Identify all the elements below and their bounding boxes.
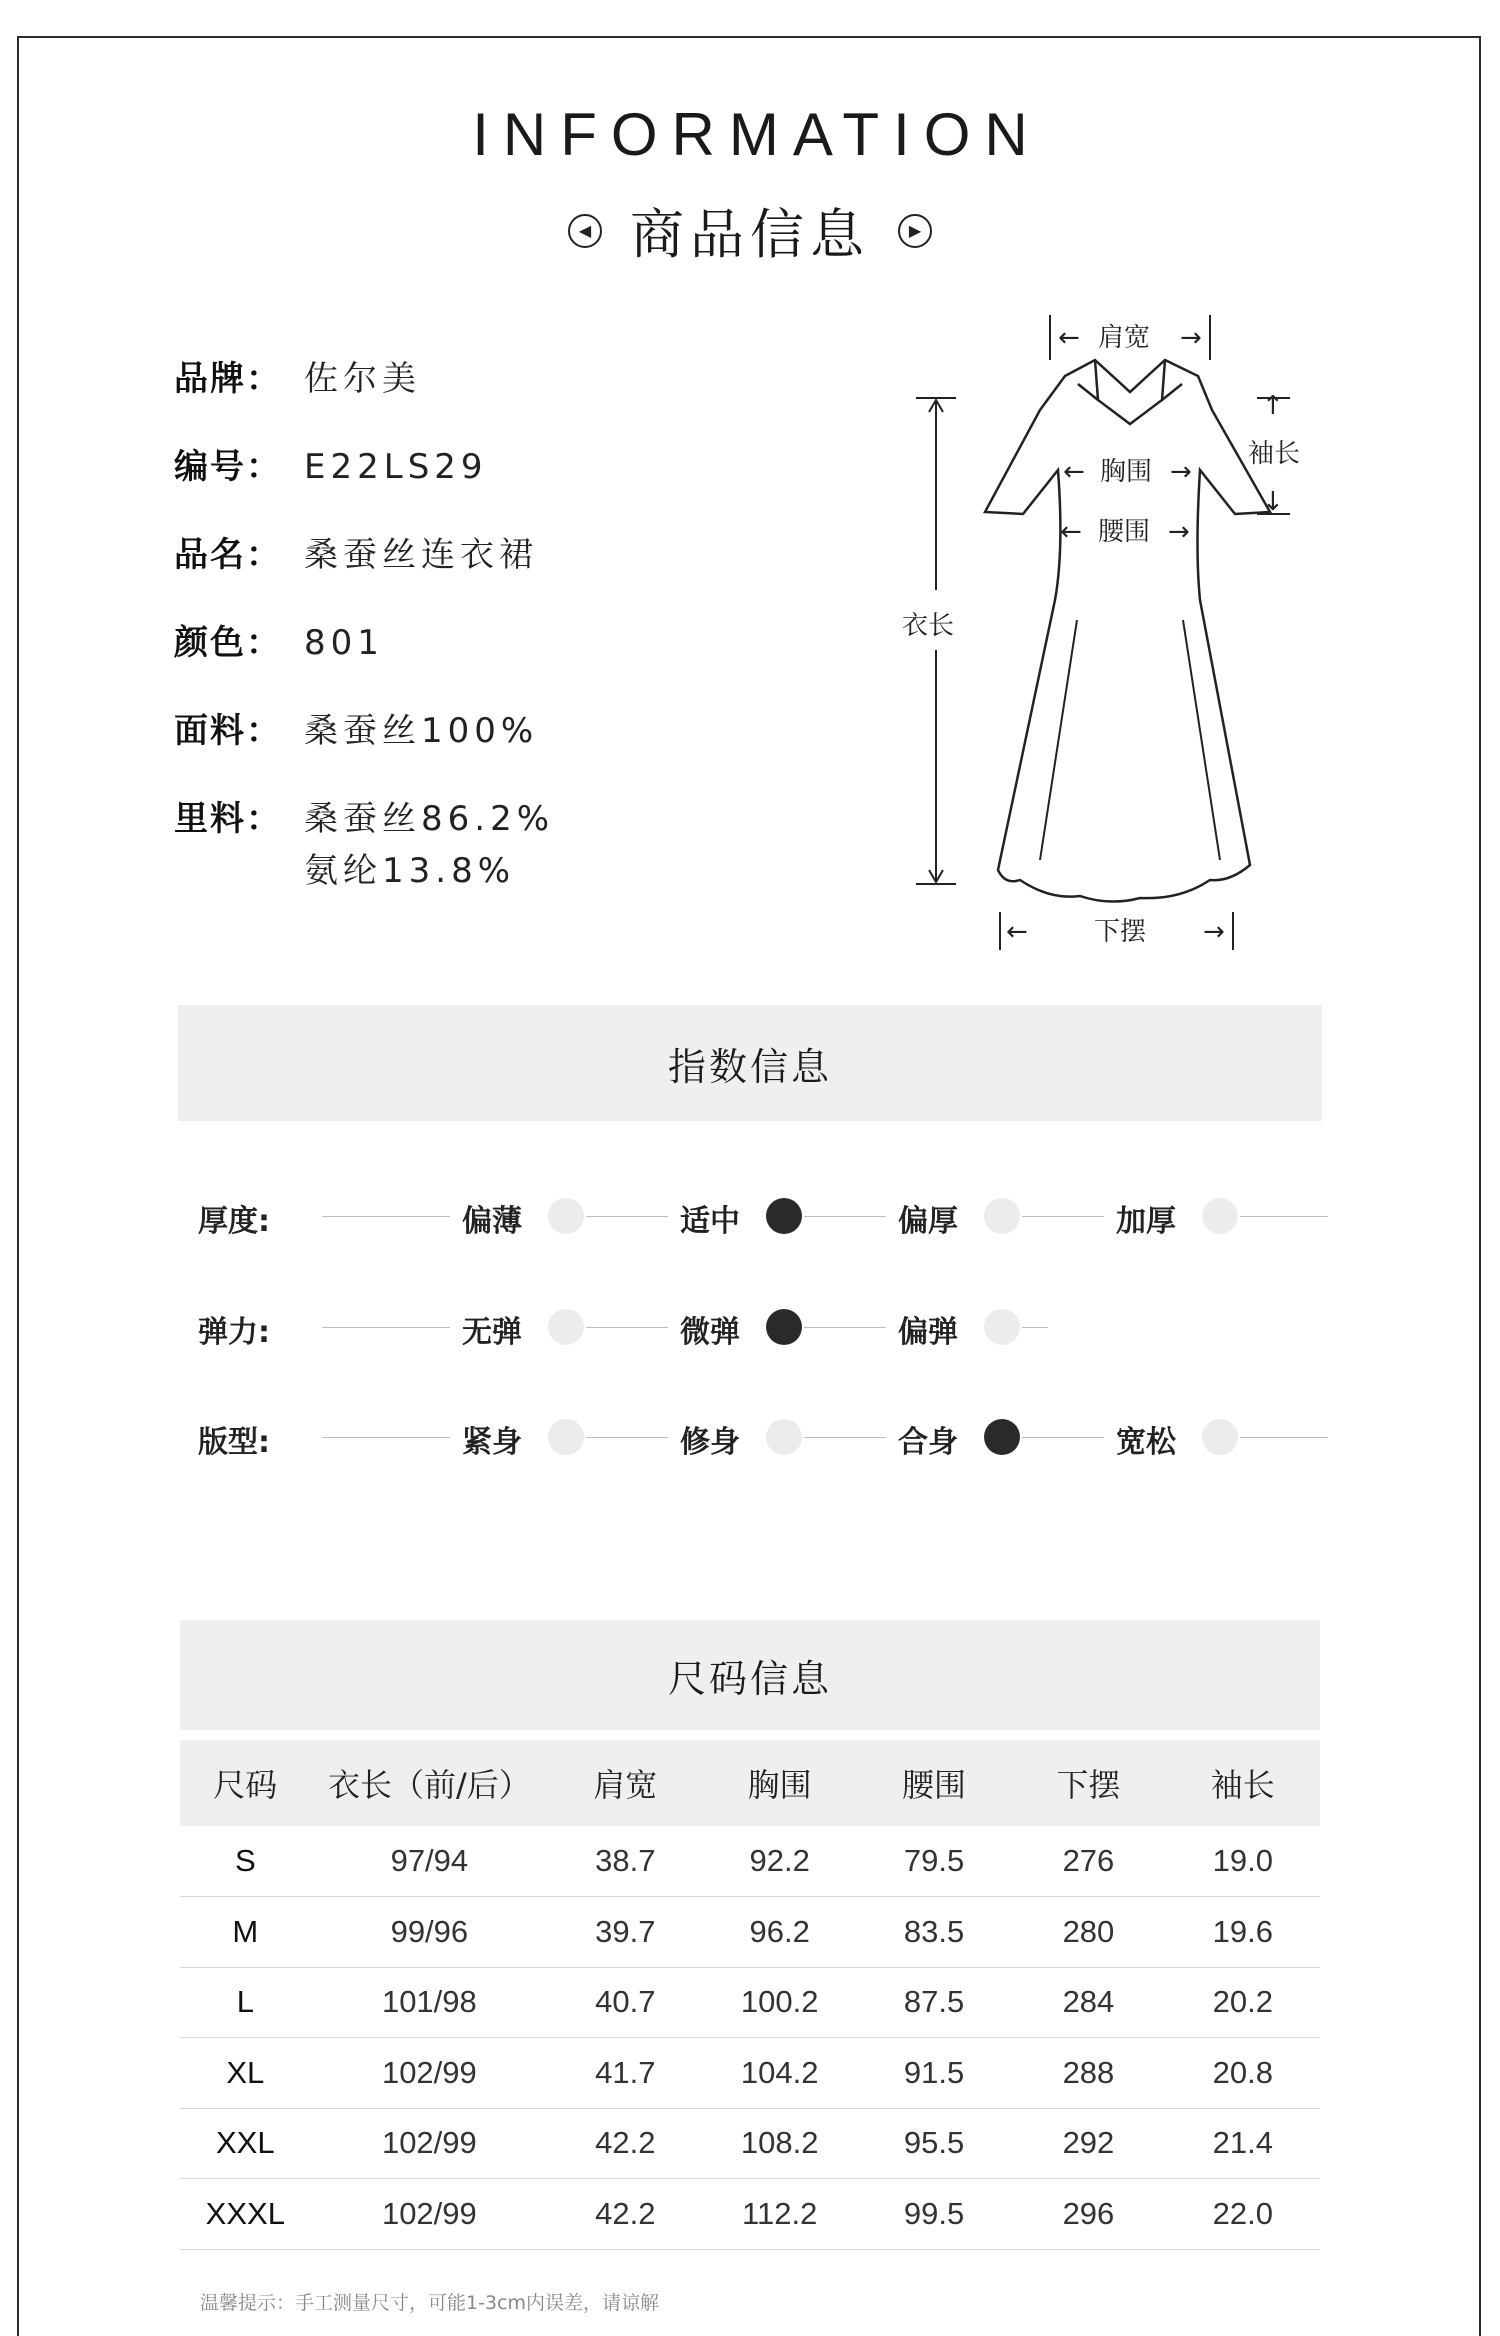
index-option-label: 紧身 <box>462 1425 522 1460</box>
table-cell: 19.0 <box>1166 1826 1320 1897</box>
index-dot <box>984 1309 1020 1345</box>
table-cell: 21.4 <box>1166 2108 1320 2179</box>
table-cell: 38.7 <box>548 1826 702 1897</box>
table-cell: 79.5 <box>857 1826 1011 1897</box>
label-length: 衣长 <box>902 611 955 641</box>
arrow-up-icon: ↑ <box>1262 391 1284 421</box>
table-cell: 95.5 <box>857 2108 1011 2179</box>
table-cell: XL <box>180 2038 311 2109</box>
table-cell: 292 <box>1011 2108 1165 2179</box>
info-label: 编号： <box>174 447 282 487</box>
info-label: 品名： <box>174 535 282 575</box>
arrow-left-icon: ← <box>1006 917 1028 947</box>
index-option-label: 偏薄 <box>462 1204 522 1239</box>
index-option-label: 偏厚 <box>898 1204 958 1239</box>
index-row <box>198 1305 1328 1349</box>
index-row-label: 厚度: <box>198 1204 270 1239</box>
size-table <box>180 1740 1320 2250</box>
table-cell: 102/99 <box>311 2108 549 2179</box>
arrow-right-icon: → <box>1203 917 1225 947</box>
index-section-title: 指数信息 <box>178 1005 1322 1121</box>
table-cell: XXXL <box>180 2179 311 2250</box>
table-cell: 101/98 <box>311 1967 549 2038</box>
info-row <box>174 448 554 500</box>
table-cell: 87.5 <box>857 1967 1011 2038</box>
info-value <box>304 360 421 412</box>
table-cell: 296 <box>1011 2179 1165 2250</box>
title-chinese-row <box>0 192 1500 269</box>
table-row <box>180 2038 1320 2109</box>
info-value-line: 桑蚕丝86.2% <box>304 799 555 839</box>
label-chest: 胸围 <box>1100 457 1153 487</box>
index-line <box>804 1216 886 1217</box>
index-dot <box>766 1419 802 1455</box>
size-table-header-cell: 胸围 <box>747 1766 812 1804</box>
index-option-label: 微弹 <box>680 1315 740 1350</box>
label-sleeve: 袖长 <box>1248 439 1301 469</box>
table-cell: 20.2 <box>1166 1967 1320 2038</box>
index-line <box>322 1216 450 1217</box>
table-cell: 102/99 <box>311 2179 549 2250</box>
index-line <box>586 1437 668 1438</box>
table-cell: 91.5 <box>857 2038 1011 2109</box>
arrow-left-icon: ◀ <box>568 214 602 248</box>
info-value-line: 桑蚕丝连衣裙 <box>304 535 538 575</box>
table-cell: 39.7 <box>548 1897 702 1968</box>
table-cell: 99/96 <box>311 1897 549 1968</box>
index-dot-selected <box>766 1309 802 1345</box>
size-section-title: 尺码信息 <box>180 1620 1320 1730</box>
arrow-down-icon: ↓ <box>1262 487 1284 517</box>
info-label: 里料： <box>174 799 282 839</box>
info-row <box>174 712 554 764</box>
index-option-label: 加厚 <box>1116 1204 1176 1239</box>
arrow-right-icon: ▶ <box>898 214 932 248</box>
table-cell: 104.2 <box>703 2038 857 2109</box>
index-line <box>322 1327 450 1328</box>
table-cell: 41.7 <box>548 2038 702 2109</box>
table-cell: 100.2 <box>703 1967 857 2038</box>
index-line <box>1022 1437 1104 1438</box>
index-option-label: 合身 <box>898 1425 958 1460</box>
table-cell: 96.2 <box>703 1897 857 1968</box>
arrow-left-icon: ← <box>1058 323 1080 353</box>
size-table-header-cell: 衣长（前/后） <box>327 1766 531 1804</box>
info-value-line: E22LS29 <box>304 447 488 487</box>
table-row <box>180 1826 1320 1897</box>
index-line <box>322 1437 450 1438</box>
title-chinese: 商品信息 <box>630 203 870 266</box>
info-row <box>174 624 554 676</box>
index-row <box>198 1194 1328 1238</box>
index-option-label: 偏弹 <box>898 1315 958 1350</box>
label-shoulder: 肩宽 <box>1098 323 1151 353</box>
info-label: 面料： <box>174 711 282 751</box>
table-cell: 22.0 <box>1166 2179 1320 2250</box>
table-cell: M <box>180 1897 311 1968</box>
index-line <box>586 1327 668 1328</box>
arrow-left-icon: ← <box>1060 517 1082 547</box>
index-option-label: 无弹 <box>462 1315 522 1350</box>
info-value <box>304 536 538 588</box>
table-cell: XXL <box>180 2108 311 2179</box>
table-row <box>180 1967 1320 2038</box>
dress-outline <box>985 360 1270 902</box>
table-cell: 108.2 <box>703 2108 857 2179</box>
table-cell: 288 <box>1011 2038 1165 2109</box>
info-label: 颜色： <box>174 623 282 663</box>
table-cell: 92.2 <box>703 1826 857 1897</box>
label-hem: 下摆 <box>1094 917 1147 947</box>
table-cell: 284 <box>1011 1967 1165 2038</box>
info-row <box>174 360 554 412</box>
table-cell: 20.8 <box>1166 2038 1320 2109</box>
info-value <box>304 712 538 764</box>
size-table-header <box>180 1740 1320 1826</box>
index-row-label: 版型: <box>198 1425 270 1460</box>
size-table-header-cell: 袖长 <box>1210 1766 1275 1804</box>
table-cell: 112.2 <box>703 2179 857 2250</box>
index-dot-selected <box>766 1198 802 1234</box>
info-row <box>174 536 554 588</box>
arrow-left-icon: ← <box>1063 457 1085 487</box>
index-dot <box>548 1309 584 1345</box>
table-row <box>180 2108 1320 2179</box>
index-line <box>1240 1437 1328 1438</box>
index-dot-selected <box>984 1419 1020 1455</box>
table-row <box>180 1897 1320 1968</box>
arrow-right-icon: → <box>1170 457 1192 487</box>
index-row-label: 弹力: <box>198 1315 270 1350</box>
measurement-note: 温馨提示：手工测量尺寸，可能1-3cm内误差，请谅解 <box>200 2292 659 2314</box>
index-line <box>1240 1216 1328 1217</box>
arrow-right-icon: → <box>1168 517 1190 547</box>
info-value <box>304 448 488 500</box>
table-cell: 280 <box>1011 1897 1165 1968</box>
size-table-body <box>180 1826 1320 2249</box>
info-value-line: 佐尔美 <box>304 359 421 399</box>
size-table-header-cell: 尺码 <box>213 1766 278 1804</box>
table-row <box>180 2179 1320 2250</box>
arrow-right-icon: → <box>1180 323 1202 353</box>
size-table-header-cell: 下摆 <box>1056 1766 1121 1804</box>
index-dot <box>1202 1419 1238 1455</box>
index-line <box>1022 1216 1104 1217</box>
index-line <box>804 1437 886 1438</box>
index-option-label: 宽松 <box>1116 1425 1176 1460</box>
product-info-list <box>174 360 554 940</box>
index-line <box>586 1216 668 1217</box>
index-row <box>198 1415 1328 1459</box>
index-dot <box>984 1198 1020 1234</box>
size-table-header-cell: 肩宽 <box>593 1766 658 1804</box>
info-row <box>174 800 554 904</box>
table-cell: 83.5 <box>857 1897 1011 1968</box>
table-cell: 102/99 <box>311 2038 549 2109</box>
index-line <box>1022 1327 1048 1328</box>
info-label: 品牌： <box>174 359 282 399</box>
table-cell: S <box>180 1826 311 1897</box>
index-dot <box>548 1198 584 1234</box>
info-value-line: 801 <box>304 623 384 663</box>
table-cell: 42.2 <box>548 2108 702 2179</box>
size-table-header-cell: 腰围 <box>902 1766 967 1804</box>
label-waist: 腰围 <box>1098 517 1151 547</box>
index-dot <box>1202 1198 1238 1234</box>
index-line <box>804 1327 886 1328</box>
table-cell: 42.2 <box>548 2179 702 2250</box>
table-cell: 99.5 <box>857 2179 1011 2250</box>
table-cell: L <box>180 1967 311 2038</box>
index-option-label: 适中 <box>680 1204 740 1239</box>
index-dot <box>548 1419 584 1455</box>
table-cell: 276 <box>1011 1826 1165 1897</box>
info-value-line: 桑蚕丝100% <box>304 711 539 751</box>
index-option-label: 修身 <box>680 1425 740 1460</box>
info-value <box>304 624 384 676</box>
info-value-line: 氨纶13.8% <box>304 851 516 891</box>
table-cell: 97/94 <box>311 1826 549 1897</box>
info-value <box>304 800 554 904</box>
table-cell: 19.6 <box>1166 1897 1320 1968</box>
dress-measurement-diagram <box>880 300 1301 960</box>
title-english: INFORMATION <box>472 101 1042 168</box>
table-cell: 40.7 <box>548 1967 702 2038</box>
